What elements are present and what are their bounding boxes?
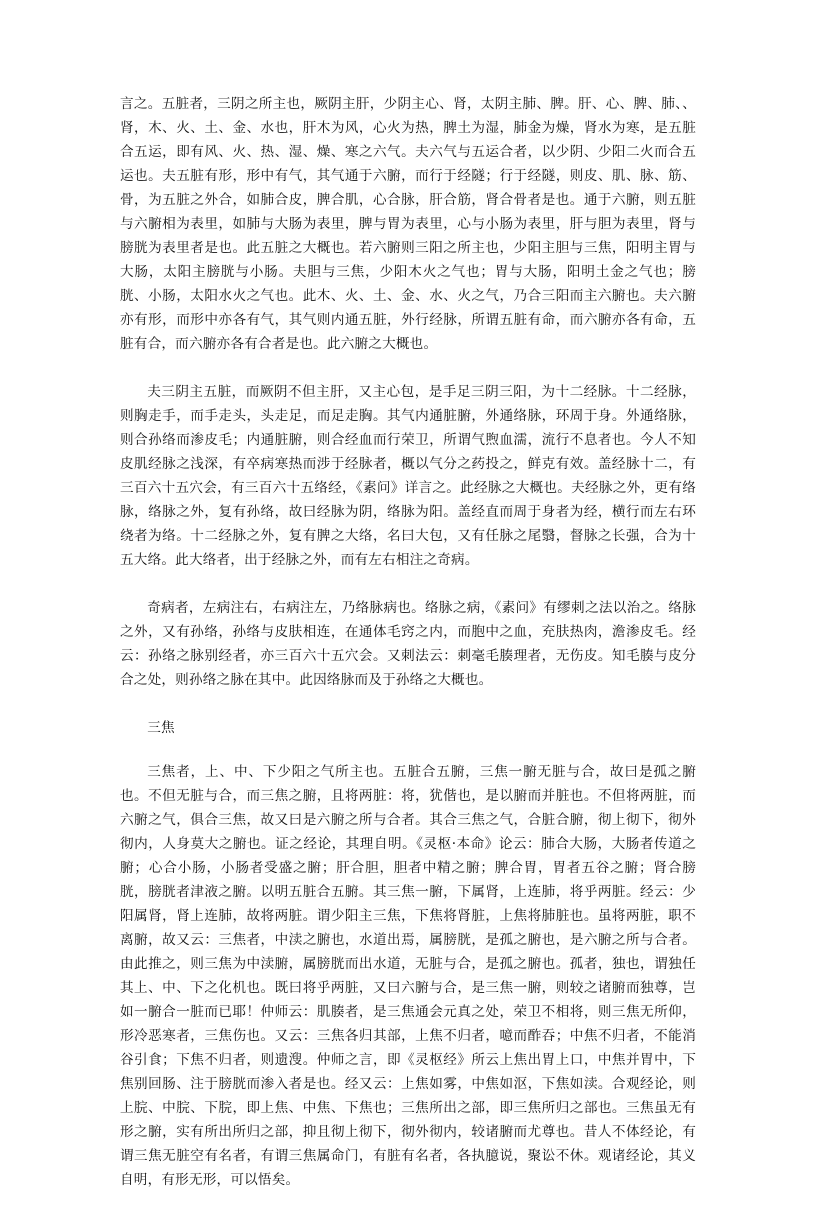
paragraph-strange-disease: 奇病者，左病注右，右病注左，乃络脉病也。络脉之病，《素问》有缪刺之法以治之。络脉之外，又有孙络，孙络与皮肤相连，在通体毛窍之内，而胞中之血，充肤热肉，澹渗皮毛。经云：孙络之脉别经者，亦三百六十五穴会。又刺法云：刺毫毛腠理者，无伤皮。知毛腠与皮分合之处，则孙络之脉在其中。此因络脉而及于孙络之大概也。 <box>120 600 696 688</box>
paragraph-sanjiao: 三焦者，上、中、下少阳之气所主也。五脏合五腑，三焦一腑无脏与合，故曰是孤之腑也。不但无脏与合，而三焦之腑，且将两脏：将，犹偕也，是以腑而并脏也。不但将两脏，而六腑之气，俱合三焦，故又曰是六腑之所与合者。其合三焦之气，合脏合腑，彻上彻下，彻外彻内，人身莫大之腑也。证之经论，其理自明。《灵枢·本命》论云：肺合大肠，大肠者传道之腑；心合小肠，小肠者受盛之腑；肝合胆，胆者中精之腑；脾合胃，胃者五谷之腑；肾合膀胱，膀胱者津液之腑。以明五脏合五腑。其三焦一腑，下属肾，上连肺，将乎两脏。经云：少阳属肾，肾上连肺，故将两脏。谓少阳主三焦，下焦将肾脏，上焦将肺脏也。虽将两脏，职不离腑，故又云：三焦者，中渎之腑也，水道出焉，属膀胱，是孤之腑也，是六腑之所与合者。由此推之，则三焦为中渎腑，属膀胱而出水道，无脏与合，是孤之腑也。孤者，独也，谓独任其上、中、下之化机也。既曰将乎两脏，又曰六腑与合，是三焦一腑，则较之诸腑而独尊，岂如一腑合一脏而已耶！仲师云：肌腠者，是三焦通会元真之处，荣卫不相将，则三焦无所仰，形冷恶寒者，三焦伤也。又云：三焦各归其部，上焦不归者，噫而酢吞；中焦不归者，不能消谷引食；下焦不归者，则遗溲。仲师之言，即《灵枢经》所云上焦出胃上口，中焦并胃中，下焦别回肠、注于膀胱而渗入者是也。经又云：上焦如雾，中焦如沤，下焦如渎。合观经论，则上脘、中脘、下脘，即上焦、中焦、下焦也；三焦所出之部，即三焦所归之部也。三焦虽无有形之腑，实有所出所归之部，抑且彻上彻下，彻外彻内，较诸腑而尤尊也。昔人不体经论，有谓三焦无脏空有名者，有谓三焦属命门，有脏有名者，各执臆说，聚讼不休。观诸经论，其义自明，有形无形，可以悟矣。 <box>120 764 696 1188</box>
paragraph-five-zang-six-fu: 言之。五脏者，三阴之所主也，厥阴主肝，少阴主心、肾，太阴主肺、脾。肝、心、脾、肺、、肾，木、火、土、金、水也，肝木为风，心火为热，脾土为湿，肺金为燥，肾水为寒，是五脏合五运，即有风、火、热、湿、燥、寒之六气。夫六气与五运合者，以少阴、少阳二火而合五运也。夫五脏有形，形中有气，其气通于六腑，而行于经隧；行于经隧，则皮、肌、脉、筋、骨，为五脏之外合，如肺合皮，脾合肌，心合脉，肝合筋，肾合骨者是也。通于六腑，则五脏与六腑相为表里，如肺与大肠为表里，脾与胃为表里，心与小肠为表里，肝与胆为表里，肾与膀胱为表里者是也。此五脏之大概也。若六腑则三阳之所主也，少阳主胆与三焦，阳明主胃与大肠，太阳主膀胱与小肠。夫胆与三焦，少阳木火之气也；胃与大肠，阳明土金之气也；膀胱、小肠，太阳水火之气也。此木、火、土、金、水、火之气，乃合三阳而主六腑也。夫六腑亦有形，而形中亦各有气，其气则内通五脏，外行经脉，所谓五脏有命，而六腑亦各有命，五脏有合，而六腑亦各有合者是也。此六腑之大概也。 <box>120 96 696 352</box>
section-heading-sanjiao: 三焦 <box>147 720 175 736</box>
paragraph-twelve-meridians: 夫三阴主五脏，而厥阴不但主肝，又主心包，是手足三阴三阳，为十二经脉。十二经脉，则胸走手，而手走头，头走足，而足走胸。其气内通脏腑，外通络脉，环周于身。外通络脉，则合孙络而渗皮毛；内通脏腑，则合经血而行荣卫，所谓气煦血濡，流行不息者也。今人不知皮肌经脉之浅深，有卒病寒热而涉于经脉者，概以气分之药投之，鲜克有效。盖经脉十二，有三百六十五穴会，有三百六十五络经，《素问》详言之。此经脉之大概也。夫经脉之外，更有络脉，络脉之外，复有孙络，故曰经脉为阴，络脉为阳。盖经直而周于身者为经，横行而左右环绕者为络。十二经脉之外，复有脾之大络，名曰大包，又有任脉之尾翳，督脉之长强，合为十五大络。此大络者，出于经脉之外，而有左右相注之奇病。 <box>120 384 696 568</box>
document-page <box>120 92 696 1216</box>
